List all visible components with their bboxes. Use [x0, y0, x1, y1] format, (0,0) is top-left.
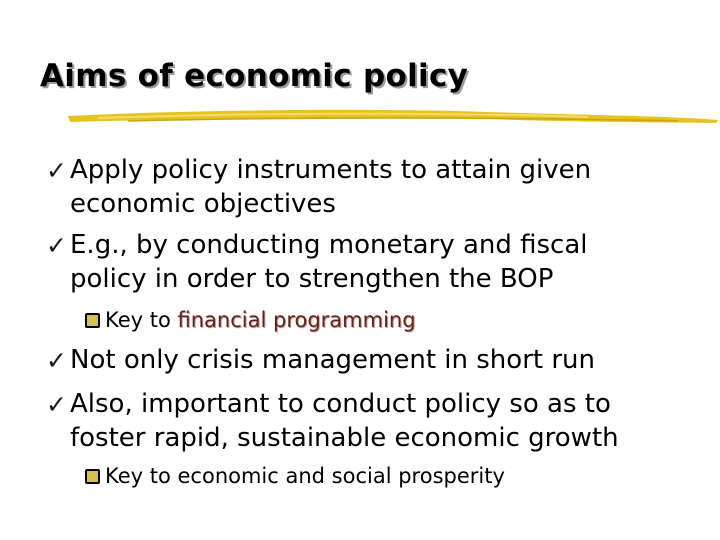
bullet-item: [46, 228, 588, 296]
bullet-text-line: Also, important to conduct policy so as to: [70, 389, 611, 419]
bullet-text-line: foster rapid, sustainable economic growth: [70, 423, 619, 453]
bullet-text-line: policy in order to strengthen the BOP: [70, 264, 554, 294]
bullet-item: [46, 153, 592, 221]
check-icon: ✓: [46, 156, 67, 185]
bullet-text-line: E.g., by conducting monetary and fiscal: [70, 230, 588, 260]
bullet-item: [46, 387, 619, 455]
sub-bullet-emphasis: financial programming: [177, 308, 416, 332]
sub-bullet-prefix: Key to: [105, 308, 178, 332]
box-icon: [85, 313, 100, 328]
bullet-item: [46, 343, 595, 377]
bullet-text-line: Not only crisis management in short run: [70, 345, 595, 375]
check-icon: ✓: [46, 231, 67, 260]
sub-bullet-item: [105, 462, 505, 490]
bullet-text-line: economic objectives: [70, 189, 336, 219]
check-icon: ✓: [46, 390, 67, 419]
check-icon: ✓: [46, 346, 67, 375]
sub-bullet-item: [105, 306, 416, 334]
slide-title: Aims of economic policy: [40, 58, 469, 94]
box-icon: [85, 469, 100, 484]
bullet-text-line: Apply policy instruments to attain given: [70, 155, 592, 185]
sub-bullet-text: Key to economic and social prosperity: [105, 464, 505, 488]
